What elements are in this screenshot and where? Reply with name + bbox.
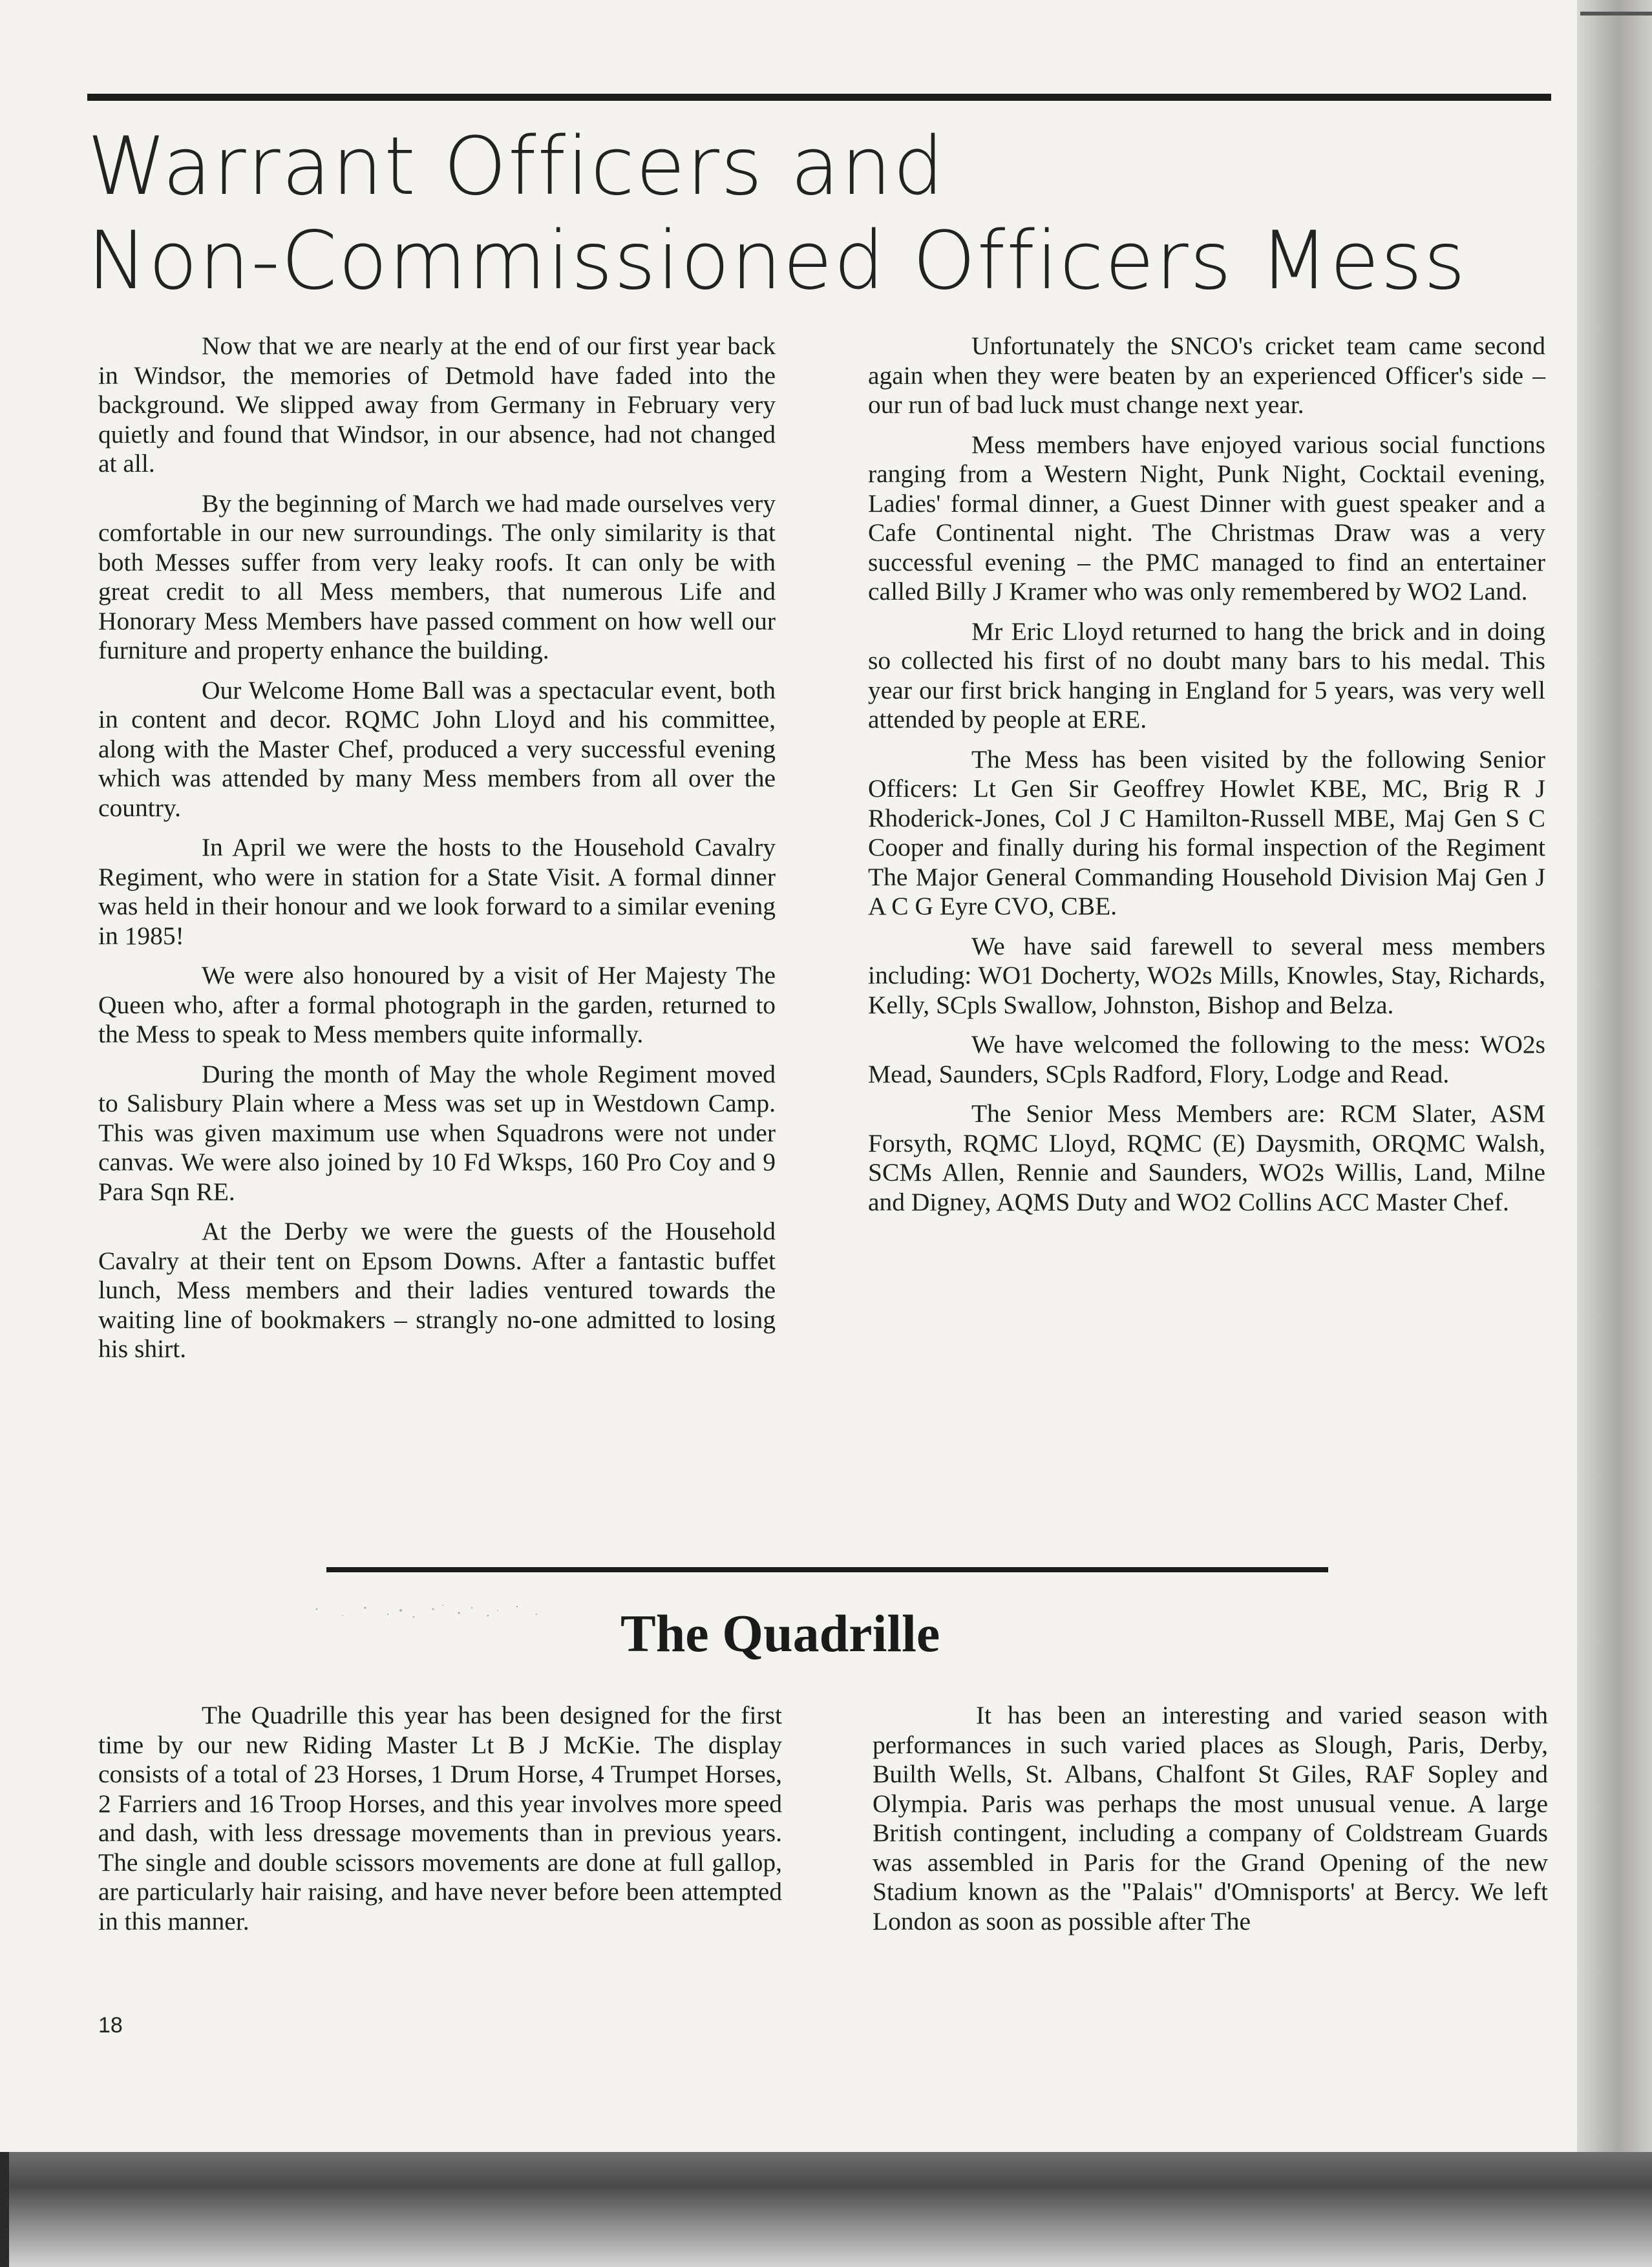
quadrille-headline: The Quadrille [620,1604,940,1663]
paragraph: Now that we are nearly at the end of our first year back in Windsor, the memories of Detmold have faded into the background. We slipped away from Germany in February very quietly and found that Windsor, in our absence, had not changed at all. [98,332,776,478]
paragraph: The Mess has been visited by the following Senior Officers: Lt Gen Sir Geoffrey Howlet KBE, MC, Brig R J Rhoderick-Jones, Col J C Hamilton-Russell MBE, Maj Gen S C Cooper and finally during his formal inspection of the Regiment The Major General Commanding Household Division Maj Gen J A C G Eyre CVO, CBE. [868,744,1545,920]
page-edge-mark [1580,12,1652,16]
paragraph: Mess members have enjoyed various social functions ranging from a Western Night, Punk Night, Cocktail evening, Ladies' formal dinner, a Guest Dinner with guest speaker and a Cafe Continental night. The Christmas Draw was a very successful evening – the PMC managed to find an entertainer called Billy J Kramer who was only remembered by WO2 Land. [868,430,1545,606]
paragraph: Mr Eric Lloyd returned to hang the brick and in doing so collected his first of no doubt many bars to his medal. This year our first brick hanging in England for 5 years, was very well attended by people at ERE. [868,617,1545,733]
paragraph: We have welcomed the following to the mess: WO2s Mead, Saunders, SCpls Radford, Flory, Lodge and Read. [868,1030,1545,1088]
paragraph: At the Derby we were the guests of the Household Cavalry at their tent on Epsom Downs. After a fantastic buffet lunch, Mess members and their ladies ventured towards the waiting line of bookmakers – strangly no-one admitted to losing his shirt. [98,1217,776,1363]
paragraph: We have said farewell to several mess members including: WO1 Docherty, WO2s Mills, Knowles, Stay, Richards, Kelly, SCpls Swallow, Johnston, Bishop and Belza. [868,931,1545,1019]
scan-bottom-shadow [0,2152,1652,2267]
quadrille-right-column [873,1701,1548,1946]
paragraph: The Quadrille this year has been designed for the first time by our new Riding Master Lt B J McKie. The display consists of a total of 23 Horses, 1 Drum Horse, 4 Trumpet Horses, 2 Farriers and 16 Troop Horses, and this year involves more speed and dash, with less dressage movements than in previous years. The single and double scissors movements are done at full gallop, are particularly hair raising, and have never before been attempted in this manner. [98,1701,782,1935]
paragraph: During the month of May the whole Regiment moved to Salisbury Plain where a Mess was set up in Westdown Camp. This was given maximum use when Squadrons were not under canvas. We were also joined by 10 Fd Wksps, 160 Pro Coy and 9 Para Sqn RE. [98,1059,776,1206]
article-left-column [98,332,776,1375]
print-speckle-decoration [304,1596,562,1629]
article-headline [87,120,1467,308]
top-rule [87,94,1551,101]
page-edge-shadow [1577,0,1652,2267]
section-divider-rule [326,1567,1328,1572]
paragraph: Our Welcome Home Ball was a spectacular event, both in content and decor. RQMC John Lloyd and his committee, along with the Master Chef, produced a very successful evening which was attended by many Mess members from all over the country. [98,675,776,822]
quadrille-left-column [98,1701,782,1946]
article-right-column [868,332,1545,1227]
paragraph: By the beginning of March we had made ourselves very comfortable in our new surroundings. The only similarity is that both Messes suffer from very leaky roofs. It can only be with great credit to all Mess members, that numerous Life and Honorary Mess Members have passed comment on how well our furniture and property enhance the building. [98,489,776,664]
paragraph: The Senior Mess Members are: RCM Slater, ASM Forsyth, RQMC Lloyd, RQMC (E) Daysmith, ORQMC Walsh, SCMs Allen, Rennie and Saunders, WO2s Willis, Land, Milne and Digney, AQMS Duty and WO2 Collins ACC Master Chef. [868,1099,1545,1216]
paragraph: In April we were the hosts to the Household Cavalry Regiment, who were in station for a State Visit. A formal dinner was held in their honour and we look forward to a similar evening in 1985! [98,833,776,950]
scan-left-edge [0,2152,9,2267]
paragraph: Unfortunately the SNCO's cricket team came second again when they were beaten by an experienced Officer's side – our run of bad luck must change next year. [868,332,1545,419]
headline-line-1: Warrant Officers and [87,120,946,213]
paragraph: It has been an interesting and varied season with performances in such varied places as Slough, Paris, Derby, Builth Wells, St. Albans, Chalfont St Giles, RAF Sopley and Olympia. Paris was perhaps the most unusual venue. A large British contingent, including a company of Coldstream Guards was assembled in Paris for the Grand Opening of the new Stadium known as the "Palais" d'Omnisports' at Bercy. We left London as soon as possible after The [873,1701,1548,1935]
paragraph: We were also honoured by a visit of Her Majesty The Queen who, after a formal photograph in the garden, returned to the Mess to speak to Mess members quite informally. [98,961,776,1048]
headline-line-2: Non-Commissioned Officers Mess [87,215,1467,308]
page-number: 18 [98,2013,123,2038]
